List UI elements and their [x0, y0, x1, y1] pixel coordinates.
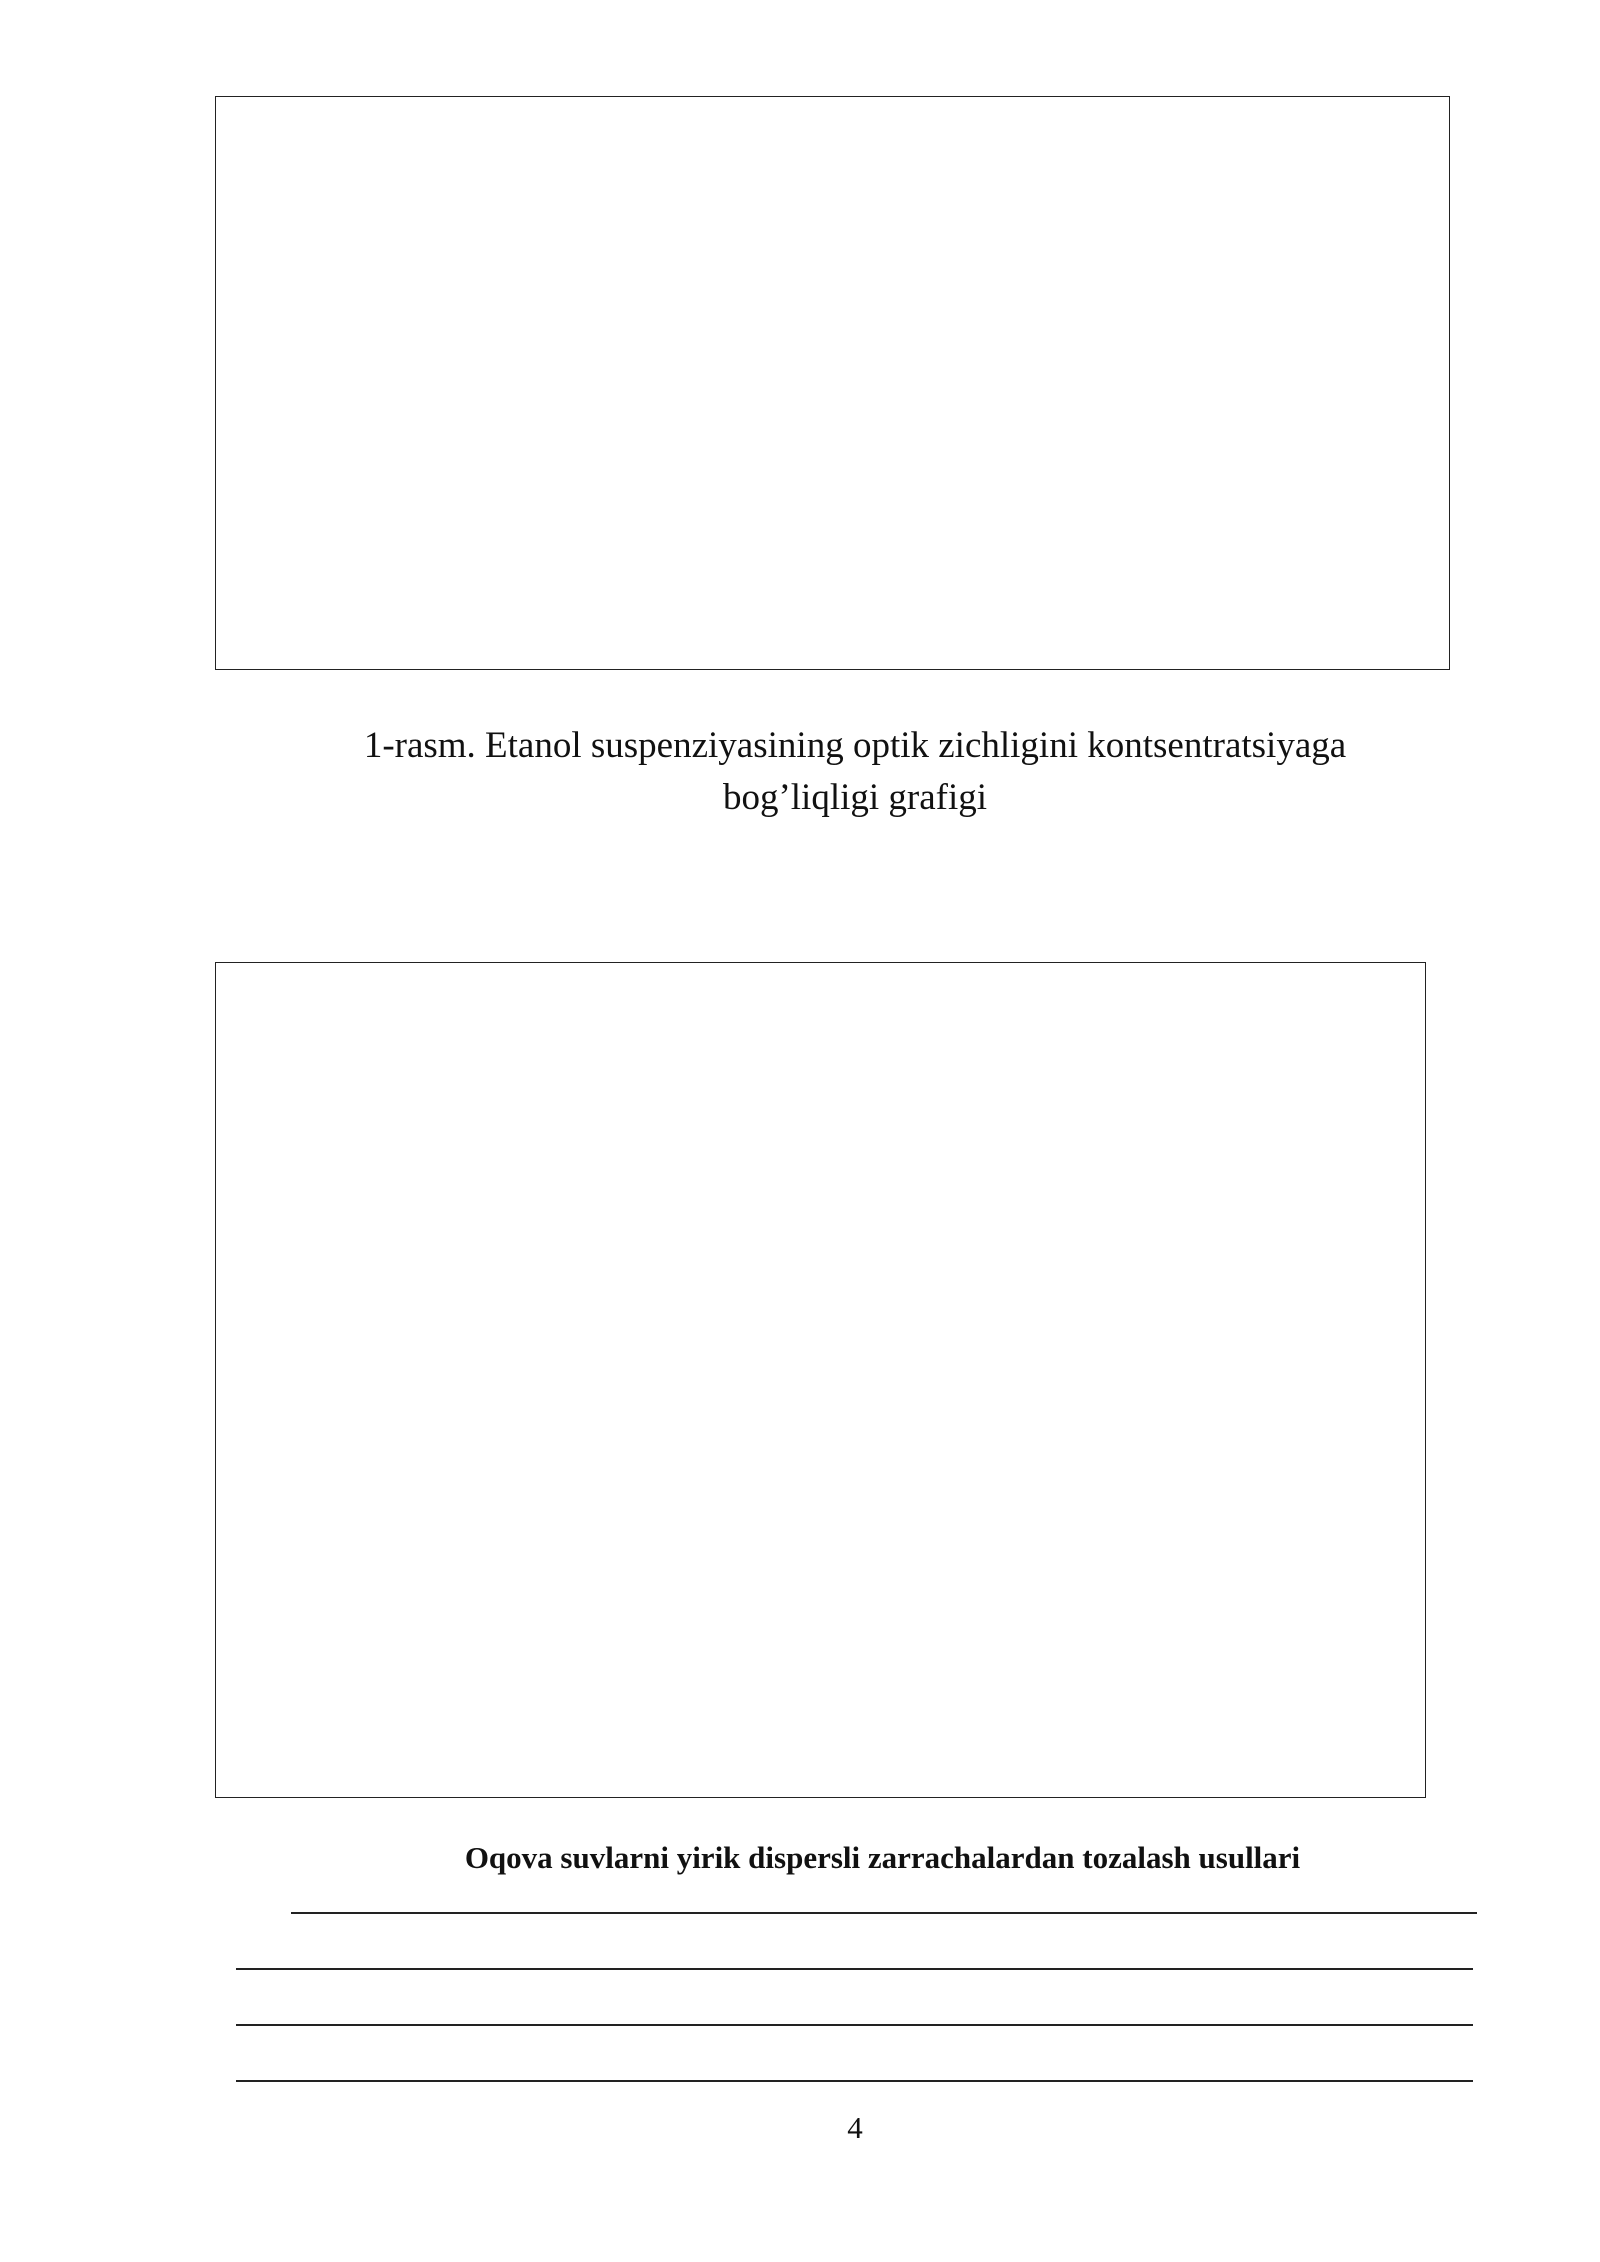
figure-2-frame	[215, 962, 1426, 1798]
figure-1-caption-line-1: 1-rasm. Etanol suspenziyasining optik zichligini kontsentratsiyaga	[363, 725, 1347, 766]
answer-line-2	[236, 1968, 1473, 1970]
figure-1-frame	[215, 96, 1450, 670]
answer-line-1	[291, 1912, 1477, 1914]
figure-1-caption-line-2: bog’liqligi grafigi	[722, 777, 988, 818]
answer-line-4	[236, 2080, 1473, 2082]
section-heading: Oqova suvlarni yirik dispersli zarrachalardan tozalash usullari	[464, 1840, 1301, 1875]
page-number: 4	[847, 2110, 863, 2145]
answer-line-3	[236, 2024, 1473, 2026]
figure-1-caption	[360, 720, 1350, 824]
